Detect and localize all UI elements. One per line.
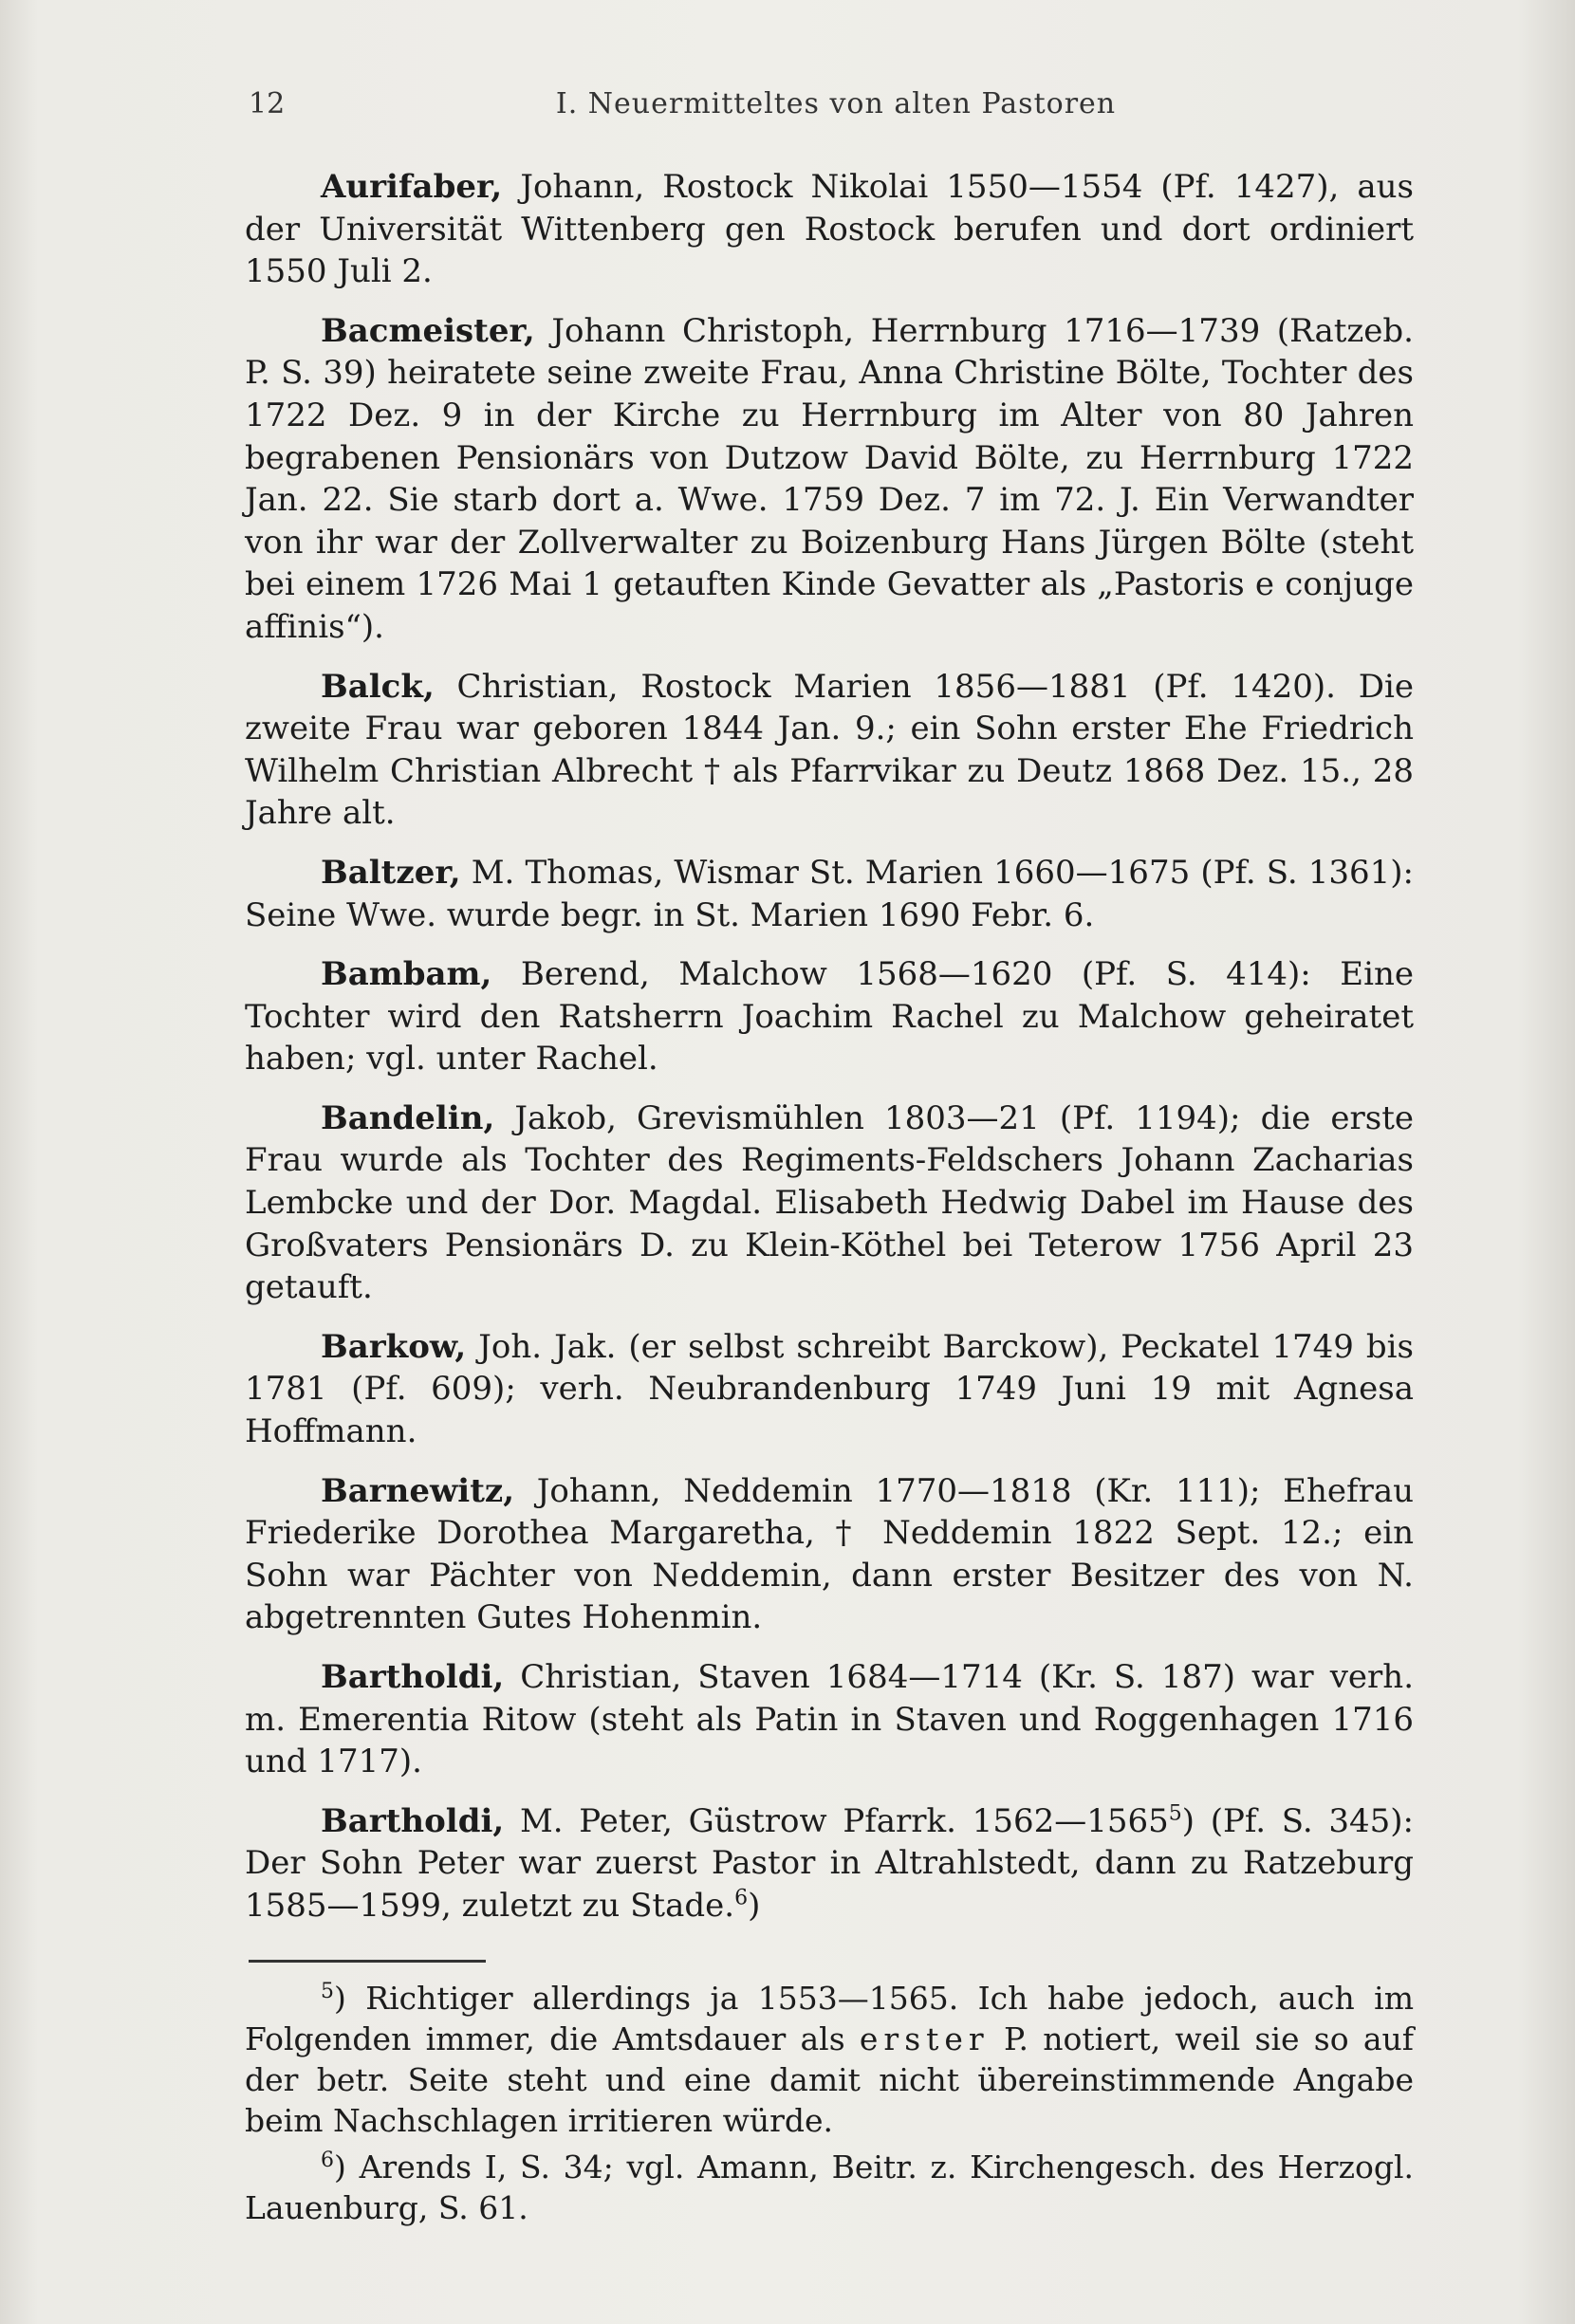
footnote-text: ) Richtiger allerdings ja 1553—1565. Ich habe jedoch, auch im Folgenden immer, die Amtsdauer als: [245, 1980, 1414, 2057]
footnote-spaced-text: erster: [859, 2020, 990, 2057]
entry-balck: [245, 666, 1414, 835]
page-number: 12: [249, 87, 286, 120]
running-title: I. Neuermitteltes von alten Pastoren: [555, 87, 1117, 120]
entry-name: Bandelin,: [321, 1098, 495, 1137]
entry-text: M. Thomas, Wismar St. Marien 1660—1675 (Pf. S. 1361): Seine Wwe. wurde begr. in St. Marien 1690 Febr. 6.: [245, 853, 1414, 934]
footnote-ref: 6: [734, 1886, 749, 1910]
entry-bartholdi-peter: [245, 1800, 1414, 1927]
footnote-text: ) Arends I, S. 34; vgl. Amann, Beitr. z. Kirchengesch. des Herzogl. Lauenburg, S. 61.: [245, 2149, 1414, 2226]
entry-name: Barkow,: [321, 1327, 467, 1366]
entry-name: Bacmeister,: [321, 311, 535, 350]
entry-name: Bambam,: [321, 955, 492, 994]
entry-text: M. Peter, Güstrow Pfarrk. 1562—1565: [504, 1801, 1169, 1840]
entry-name: Barnewitz,: [321, 1471, 515, 1510]
entry-list: [245, 166, 1414, 1945]
footnote: [245, 1978, 1414, 2141]
entry-barkow: [245, 1326, 1414, 1453]
footnote: [245, 2147, 1414, 2228]
page-header: [249, 87, 1423, 125]
entry-bambam: [245, 953, 1414, 1080]
footnote-text-cont: P. notiert, weil sie so auf der betr. Seite steht und eine damit nicht übereinstimmende Angabe beim Nachschlagen irritieren würde.: [245, 2020, 1414, 2139]
entry-baltzer: [245, 852, 1414, 936]
entry-text: Jakob, Grevismühlen 1803—21 (Pf. 1194); die erste Frau wurde als Tochter des Regiments-Feldschers Johann Zacharias Lembcke und der Dor. Magdal. Elisabeth Hedwig Dabel im Hause des Großvaters Pensionärs D. zu Klein-Köthel bei Teterow 1756 April 23 getauft.: [245, 1098, 1414, 1307]
footnote-mark: 5: [321, 1980, 334, 2003]
entry-text: Johann, Rostock Nikolai 1550—1554 (Pf. 1427), aus der Universität Wittenberg gen Rostock berufen und dort ordiniert 1550 Juli 2.: [245, 168, 1414, 291]
entry-text: Christian, Rostock Marien 1856—1881 (Pf. 1420). Die zweite Frau war geboren 1844 Jan. 9.; ein Sohn erster Ehe Friedrich Wilhelm Christian Albrecht † als Pfarrvikar zu Deutz 1868 Dez. 15., 28 Jahre alt.: [245, 667, 1414, 833]
entry-text: Joh. Jak. (er selbst schreibt Barckow), Peckatel 1749 bis 1781 (Pf. 609); verh. Neubrandenburg 1749 Juni 19 mit Agnesa Hoffmann.: [245, 1327, 1414, 1451]
entry-bandelin: [245, 1097, 1414, 1309]
footnote-divider: [249, 1960, 486, 1963]
entry-barnewitz: [245, 1470, 1414, 1639]
entry-bartholdi-christian: [245, 1656, 1414, 1783]
entry-text: Johann Christoph, Herrnburg 1716—1739 (Ratzeb. P. S. 39) heiratete seine zweite Frau, Anna Christine Bölte, Tochter des 1722 Dez. 9 in der Kirche zu Herrnburg im Alter von 80 Jahren begrabenen Pensionärs von Dutzow David Bölte, zu Herrnburg 1722 Jan. 22. Sie starb dort a. Wwe. 1759 Dez. 7 im 72. J. Ein Verwandter von ihr war der Zollverwalter zu Boizenburg Hans Jürgen Bölte (steht bei einem 1726 Mai 1 getauften Kinde Gevatter als „Pastoris e conjuge affinis“).: [245, 311, 1414, 646]
entry-name: Bartholdi,: [321, 1658, 505, 1696]
entry-bacmeister: [245, 310, 1414, 649]
footnote-ref: 5: [1168, 1801, 1182, 1826]
entry-text: Berend, Malchow 1568—1620 (Pf. S. 414): Eine Tochter wird den Ratsherrn Joachim Rachel zu Malchow geheiratet haben; vgl. unter Rachel.: [245, 955, 1414, 1079]
entry-name: Bartholdi,: [321, 1801, 505, 1840]
entry-name: Balck,: [321, 667, 435, 706]
entry-text-end: ): [748, 1886, 761, 1925]
entry-text: Christian, Staven 1684—1714 (Kr. S. 187) war verh. m. Emerentia Ritow (steht als Patin in Staven und Roggenhagen 1716 und 1717).: [245, 1658, 1414, 1781]
footnote-mark: 6: [321, 2149, 334, 2172]
entry-text: Johann, Neddemin 1770—1818 (Kr. 111); Ehefrau Friederike Dorothea Margaretha, † Neddemin 1822 Sept. 12.; ein Sohn war Pächter von Neddemin, dann erster Besitzer des von N. abgetrennten Gutes Hohenmin.: [245, 1471, 1414, 1637]
footnotes: [245, 1978, 1414, 2234]
entry-text-cont: ) (Pf. S. 345): Der Sohn Peter war zuerst Pastor in Altrahlstedt, dann zu Ratzeburg 1585—1599, zuletzt zu Stade.: [245, 1801, 1415, 1925]
entry-name: Baltzer,: [321, 853, 461, 892]
entry-name: Aurifaber,: [321, 168, 503, 206]
entry-aurifaber: [245, 166, 1414, 293]
